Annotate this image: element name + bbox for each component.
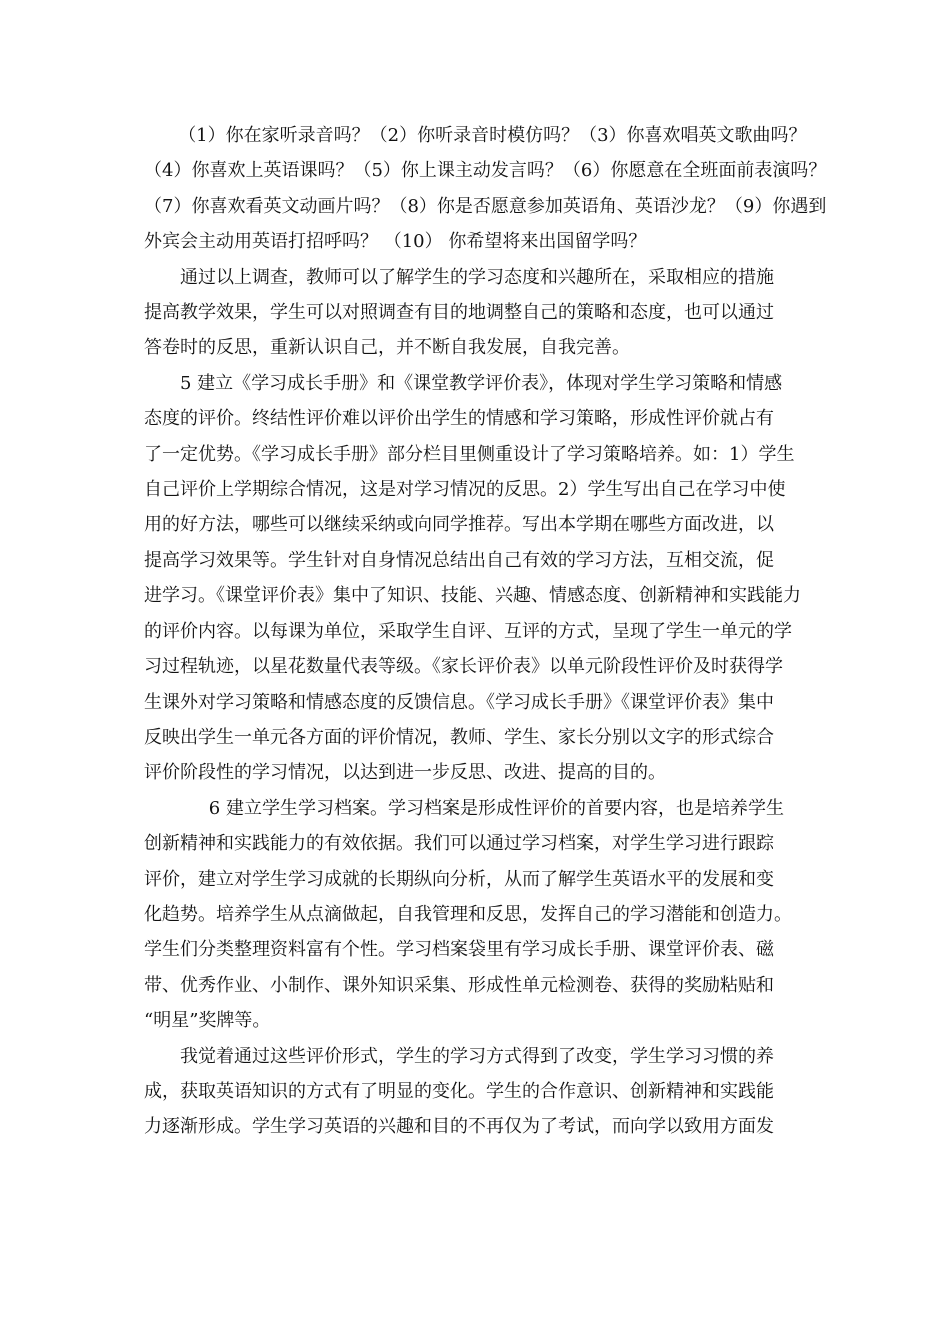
text-line: 提高学习效果等。学生针对自身情况总结出自己有效的学习方法，互相交流，促 (144, 549, 774, 571)
text-line: 我觉着通过这些评价形式，学生的学习方式得到了改变，学生学习习惯的养 (180, 1045, 774, 1067)
paragraph-point-6 (144, 791, 824, 1039)
text-line: 进学习。《课堂评价表》集中了知识、技能、兴趣、情感态度、创新精神和实践能力 (144, 585, 801, 607)
text-line: 力逐渐形成。学生学习英语的兴趣和目的不再仅为了考试，而向学以致用方面发 (144, 1116, 774, 1138)
document-body (144, 118, 827, 1145)
text-line: 态度的评价。终结性评价难以评价出学生的情感和学习策略，形成性评价就占有 (144, 408, 774, 430)
paragraph-survey-result (144, 260, 824, 366)
text-line: 通过以上调查，教师可以了解学生的学习态度和兴趣所在，采取相应的措施 (180, 266, 774, 288)
text-line: 学生们分类整理资料富有个性。学习档案袋里有学习成长手册、课堂评价表、磁 (144, 939, 774, 961)
paragraph-point-5 (144, 366, 824, 791)
text-line: 习过程轨迹，以星花数量代表等级。《家长评价表》以单元阶段性评价及时获得学 (144, 656, 783, 678)
text-line: 化趋势。培养学生从点滴做起，自我管理和反思，发挥自己的学习潜能和创造力。 (144, 903, 792, 925)
text-line: 外宾会主动用英语打招呼吗？ （10） 你希望将来出国留学吗？ (144, 231, 647, 253)
text-line: 答卷时的反思，重新认识自己，并不断自我发展，自我完善。 (144, 337, 630, 359)
text-line: 自己评价上学期综合情况，这是对学习情况的反思。2）学生写出自己在学习中使 (144, 479, 786, 501)
text-line: 评价阶段性的学习情况，以达到进一步反思、改进、提高的目的。 (144, 762, 666, 784)
text-line: 5 建立《学习成长手册》和《课堂教学评价表》，体现对学生学习策略和情感 (180, 372, 783, 394)
text-line: （7）你喜欢看英文动画片吗？（8）你是否愿意参加英语角、英语沙龙？（9）你遇到 (144, 195, 827, 217)
text-line: 生课外对学习策略和情感态度的反馈信息。《学习成长手册》《课堂评价表》集中 (144, 691, 774, 713)
paragraph-survey-questions (144, 118, 827, 260)
text-line: 用的好方法，哪些可以继续采纳或向同学推荐。写出本学期在哪些方面改进，以 (144, 514, 774, 536)
text-line: 了一定优势。《学习成长手册》部分栏目里侧重设计了学习策略培养。如：1）学生 (144, 443, 795, 465)
text-line: 6 建立学生学习档案。学习档案是形成性评价的首要内容，也是培养学生 (208, 797, 784, 819)
text-line: （4）你喜欢上英语课吗？（5）你上课主动发言吗？（6）你愿意在全班面前表演吗？ (144, 160, 827, 182)
text-line: 带、优秀作业、小制作、课外知识采集、形成性单元检测卷、获得的奖励粘贴和 (144, 974, 774, 996)
text-line: “明星”奖牌等。 (144, 1010, 271, 1032)
text-line: 评价，建立对学生学习成就的长期纵向分析，从而了解学生英语水平的发展和变 (144, 868, 774, 890)
text-line: 反映出学生一单元各方面的评价情况，教师、学生、家长分别以文字的形式综合 (144, 726, 774, 748)
text-line: 成，获取英语知识的方式有了明显的变化。学生的合作意识、创新精神和实践能 (144, 1080, 774, 1102)
text-line: 提高教学效果，学生可以对照调查有目的地调整自己的策略和态度，也可以通过 (144, 302, 774, 324)
text-line: 创新精神和实践能力的有效依据。我们可以通过学习档案，对学生学习进行跟踪 (144, 833, 774, 855)
text-line: （1）你在家听录音吗？（2）你听录音时模仿吗？（3）你喜欢唱英文歌曲吗？ (178, 125, 807, 146)
text-line: 的评价内容。以每课为单位，采取学生自评、互评的方式，呈现了学生一单元的学 (144, 620, 792, 642)
paragraph-conclusion (144, 1039, 824, 1145)
